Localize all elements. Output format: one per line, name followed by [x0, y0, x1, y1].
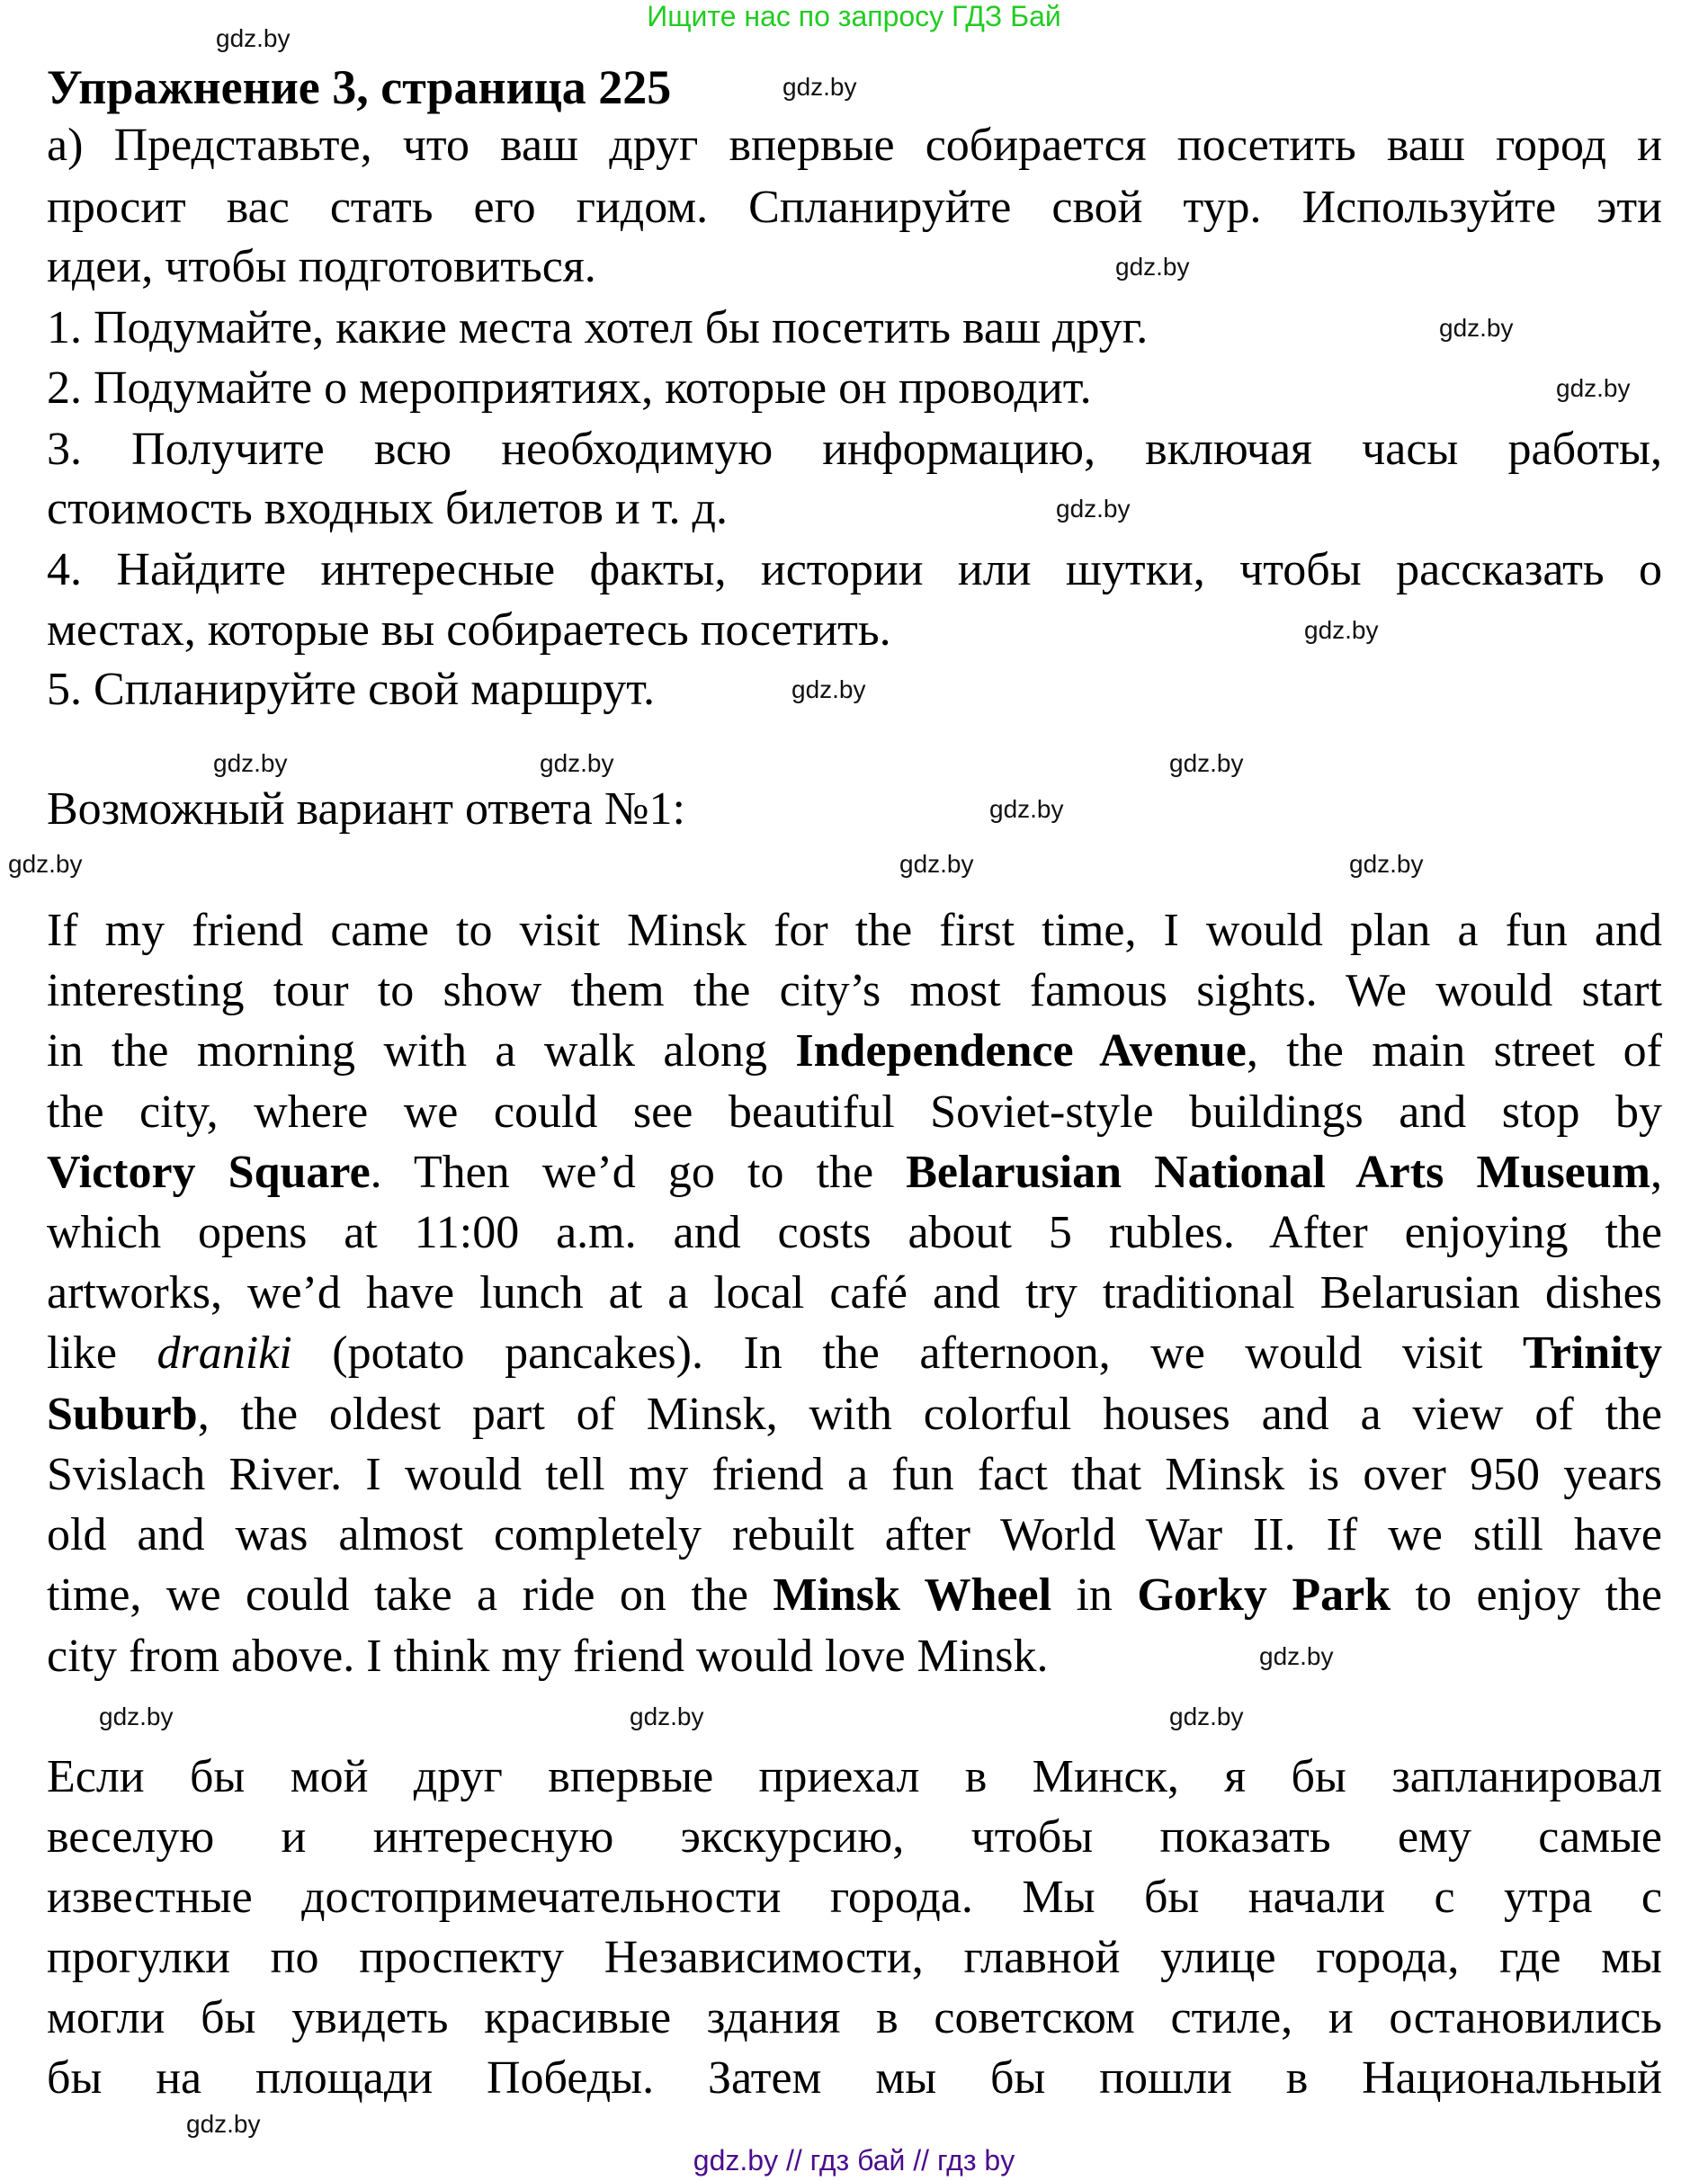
english-answer-line — [47, 1628, 1048, 1685]
watermark-text: gdz.by — [989, 795, 1064, 823]
bold-text: Trinity — [1522, 1327, 1662, 1379]
english-answer-line — [47, 1325, 1662, 1382]
line-text — [47, 241, 596, 292]
watermark-text: gdz.by — [782, 73, 857, 101]
watermark-text: gdz.by — [1349, 850, 1424, 878]
text-segment: 1. Подумайте, какие места хотел бы посетить ваш друг. — [47, 302, 1149, 353]
english-answer-line — [47, 1023, 1662, 1080]
english-answer-line — [47, 1386, 1662, 1444]
task-line — [47, 480, 728, 538]
text-segment: which opens at 11:00 a.m. and costs about 5 rubles. After enjoying the — [47, 1207, 1662, 1258]
line-text — [47, 1872, 1662, 1923]
text-segment: like — [47, 1327, 157, 1379]
text-segment: 3. Получите всю необходимую информацию, включая часы работы, — [47, 424, 1662, 475]
text-segment: the city, where we could see beautiful Soviet-style buildings and stop by — [47, 1086, 1662, 1138]
task-line — [47, 661, 655, 719]
text-segment: стоимость входных билетов и т. д. — [47, 483, 728, 534]
russian-answer-line — [47, 1929, 1662, 1987]
text-segment: in the morning with a walk along — [47, 1025, 796, 1077]
text-segment: 4. Найдите интересные факты, истории или шутки, чтобы рассказать о — [47, 544, 1662, 595]
line-text — [47, 1207, 1662, 1258]
line-text — [47, 1267, 1662, 1318]
english-answer-line — [47, 1204, 1662, 1262]
watermark-text: gdz.by — [791, 675, 866, 703]
english-answer-line — [47, 1506, 1662, 1564]
task-line — [47, 602, 891, 659]
line-text — [47, 182, 1662, 233]
line-text — [47, 1025, 1662, 1077]
line-text — [47, 1389, 1662, 1440]
line-text — [47, 783, 685, 835]
english-answer-line — [47, 1446, 1662, 1504]
watermark-text: gdz.by — [630, 1703, 704, 1730]
text-segment: а) Представьте, что ваш друг впервые собирается посетить ваш город и — [47, 120, 1662, 171]
watermark-text: gdz.by — [540, 749, 614, 777]
line-text — [47, 1811, 1662, 1863]
bold-text: Belarusian National Arts Museum — [906, 1147, 1650, 1198]
russian-answer-line — [47, 1989, 1662, 2047]
task-line — [47, 541, 1662, 599]
watermark-text: gdz.by — [216, 24, 291, 52]
task-line — [47, 117, 1662, 174]
task-line — [47, 421, 1662, 478]
text-segment: идеи, чтобы подготовиться. — [47, 241, 596, 292]
english-answer-line — [47, 902, 1662, 960]
line-text — [47, 2052, 1662, 2104]
text-segment: Возможный вариант ответа №1: — [47, 783, 685, 835]
watermark-text: gdz.by — [8, 850, 83, 878]
russian-answer-line — [47, 1748, 1662, 1806]
text-segment: прогулки по проспекту Независимости, главной улице города, где мы — [47, 1932, 1662, 1983]
russian-answer-line — [47, 1809, 1662, 1866]
watermark-text: gdz.by — [1439, 314, 1514, 342]
bold-text: Minsk Wheel — [773, 1569, 1052, 1621]
line-text — [47, 424, 1662, 475]
line-text — [47, 362, 1092, 414]
watermark-text: gdz.by — [899, 850, 974, 878]
text-segment: Svislach River. I would tell my friend a fun fact that Minsk is over 950 years — [47, 1449, 1662, 1500]
line-text — [47, 664, 655, 715]
watermark-text: gdz.by — [1259, 1642, 1334, 1670]
watermark-text: gdz.by — [99, 1703, 174, 1730]
english-answer-line — [47, 962, 1662, 1020]
search-banner[interactable]: Ищите нас по запросу ГДЗ Бай — [647, 0, 1061, 32]
line-text — [47, 1569, 1662, 1621]
exercise-title: Упражнение 3, страница 225 — [47, 60, 672, 114]
text-segment: time, we could take a ride on the — [47, 1569, 774, 1621]
text-segment: . Then we’d go to the — [370, 1147, 907, 1198]
bold-text: Victory Square — [47, 1147, 371, 1198]
russian-answer-line — [47, 1869, 1662, 1926]
line-text — [47, 544, 1662, 595]
text-segment: interesting tour to show them the city’s most famous sights. We would start — [47, 965, 1662, 1016]
line-text — [47, 120, 1662, 171]
line-text — [47, 965, 1662, 1016]
text-segment: могли бы увидеть красивые здания в советском стиле, и остановились — [47, 1992, 1662, 2043]
text-segment: просит вас стать его гидом. Спланируйте свой тур. Используйте эти — [47, 182, 1662, 233]
line-text — [47, 1509, 1662, 1560]
english-answer-line — [47, 1144, 1662, 1202]
line-text — [47, 1751, 1662, 1802]
line-text — [47, 1631, 1048, 1682]
bold-text: Suburb — [47, 1389, 198, 1440]
task-line — [47, 299, 1148, 357]
text-segment: известные достопримечательности города. Мы бы начали с утра с — [47, 1872, 1662, 1923]
bold-text: Gorky Park — [1137, 1569, 1391, 1621]
line-text — [47, 1147, 1662, 1198]
text-segment: веселую и интересную экскурсию, чтобы показать ему самые — [47, 1811, 1662, 1863]
watermark-text: gdz.by — [1056, 495, 1131, 523]
text-segment: местах, которые вы собираетесь посетить. — [47, 604, 891, 656]
italic-text: draniki — [156, 1327, 292, 1379]
watermark-text: gdz.by — [186, 2110, 261, 2138]
text-segment: Если бы мой друг впервые приехал в Минск, я бы запланировал — [47, 1751, 1662, 1802]
bold-text: Independence Avenue — [795, 1025, 1247, 1077]
line-text — [47, 1449, 1662, 1500]
text-segment: to enjoy the — [1391, 1569, 1662, 1621]
watermark-text: gdz.by — [1169, 1703, 1244, 1730]
watermark-text: gdz.by — [1556, 374, 1631, 402]
task-line — [47, 238, 596, 296]
watermark-text: gdz.by — [1115, 253, 1190, 281]
line-text — [47, 604, 891, 656]
line-text — [47, 905, 1662, 956]
text-segment: city from above. I think my friend would love Minsk. — [47, 1631, 1049, 1682]
line-text — [47, 1992, 1662, 2043]
task-line — [47, 360, 1092, 417]
line-text — [47, 1932, 1662, 1983]
text-segment: бы на площади Победы. Затем мы бы пошли в Национальный — [47, 2052, 1662, 2104]
watermark-text: gdz.by — [1169, 749, 1244, 777]
text-segment: (potato pancakes). In the afternoon, we would visit — [291, 1327, 1523, 1379]
text-segment: , the oldest part of Minsk, with colorful houses and a view of the — [197, 1389, 1662, 1440]
text-segment: , — [1650, 1147, 1662, 1198]
watermark-text: gdz.by — [1304, 616, 1379, 644]
line-text — [47, 483, 728, 534]
line-text — [47, 1086, 1662, 1138]
footer-links[interactable]: gdz.by // гдз бай // гдз by — [693, 2144, 1015, 2177]
english-answer-line — [47, 1567, 1662, 1624]
text-segment: old and was almost completely rebuilt after World War II. If we still have — [47, 1509, 1662, 1560]
text-segment: , the main street of — [1246, 1025, 1662, 1077]
text-segment: 5. Спланируйте свой маршрут. — [47, 664, 656, 715]
text-segment: artworks, we’d have lunch at a local café and try traditional Belarusian dishes — [47, 1267, 1662, 1318]
line-text — [47, 1327, 1662, 1379]
answer-label — [47, 781, 685, 838]
english-answer-line — [47, 1084, 1662, 1141]
text-segment: in — [1051, 1569, 1138, 1621]
watermark-text: gdz.by — [213, 749, 288, 777]
text-segment: If my friend came to visit Minsk for the first time, I would plan a fun and — [47, 905, 1662, 956]
english-answer-line — [47, 1265, 1662, 1322]
text-segment: 2. Подумайте о мероприятиях, которые он проводит. — [47, 362, 1092, 414]
task-line — [47, 179, 1662, 237]
line-text — [47, 302, 1148, 353]
russian-answer-line — [47, 2050, 1662, 2107]
